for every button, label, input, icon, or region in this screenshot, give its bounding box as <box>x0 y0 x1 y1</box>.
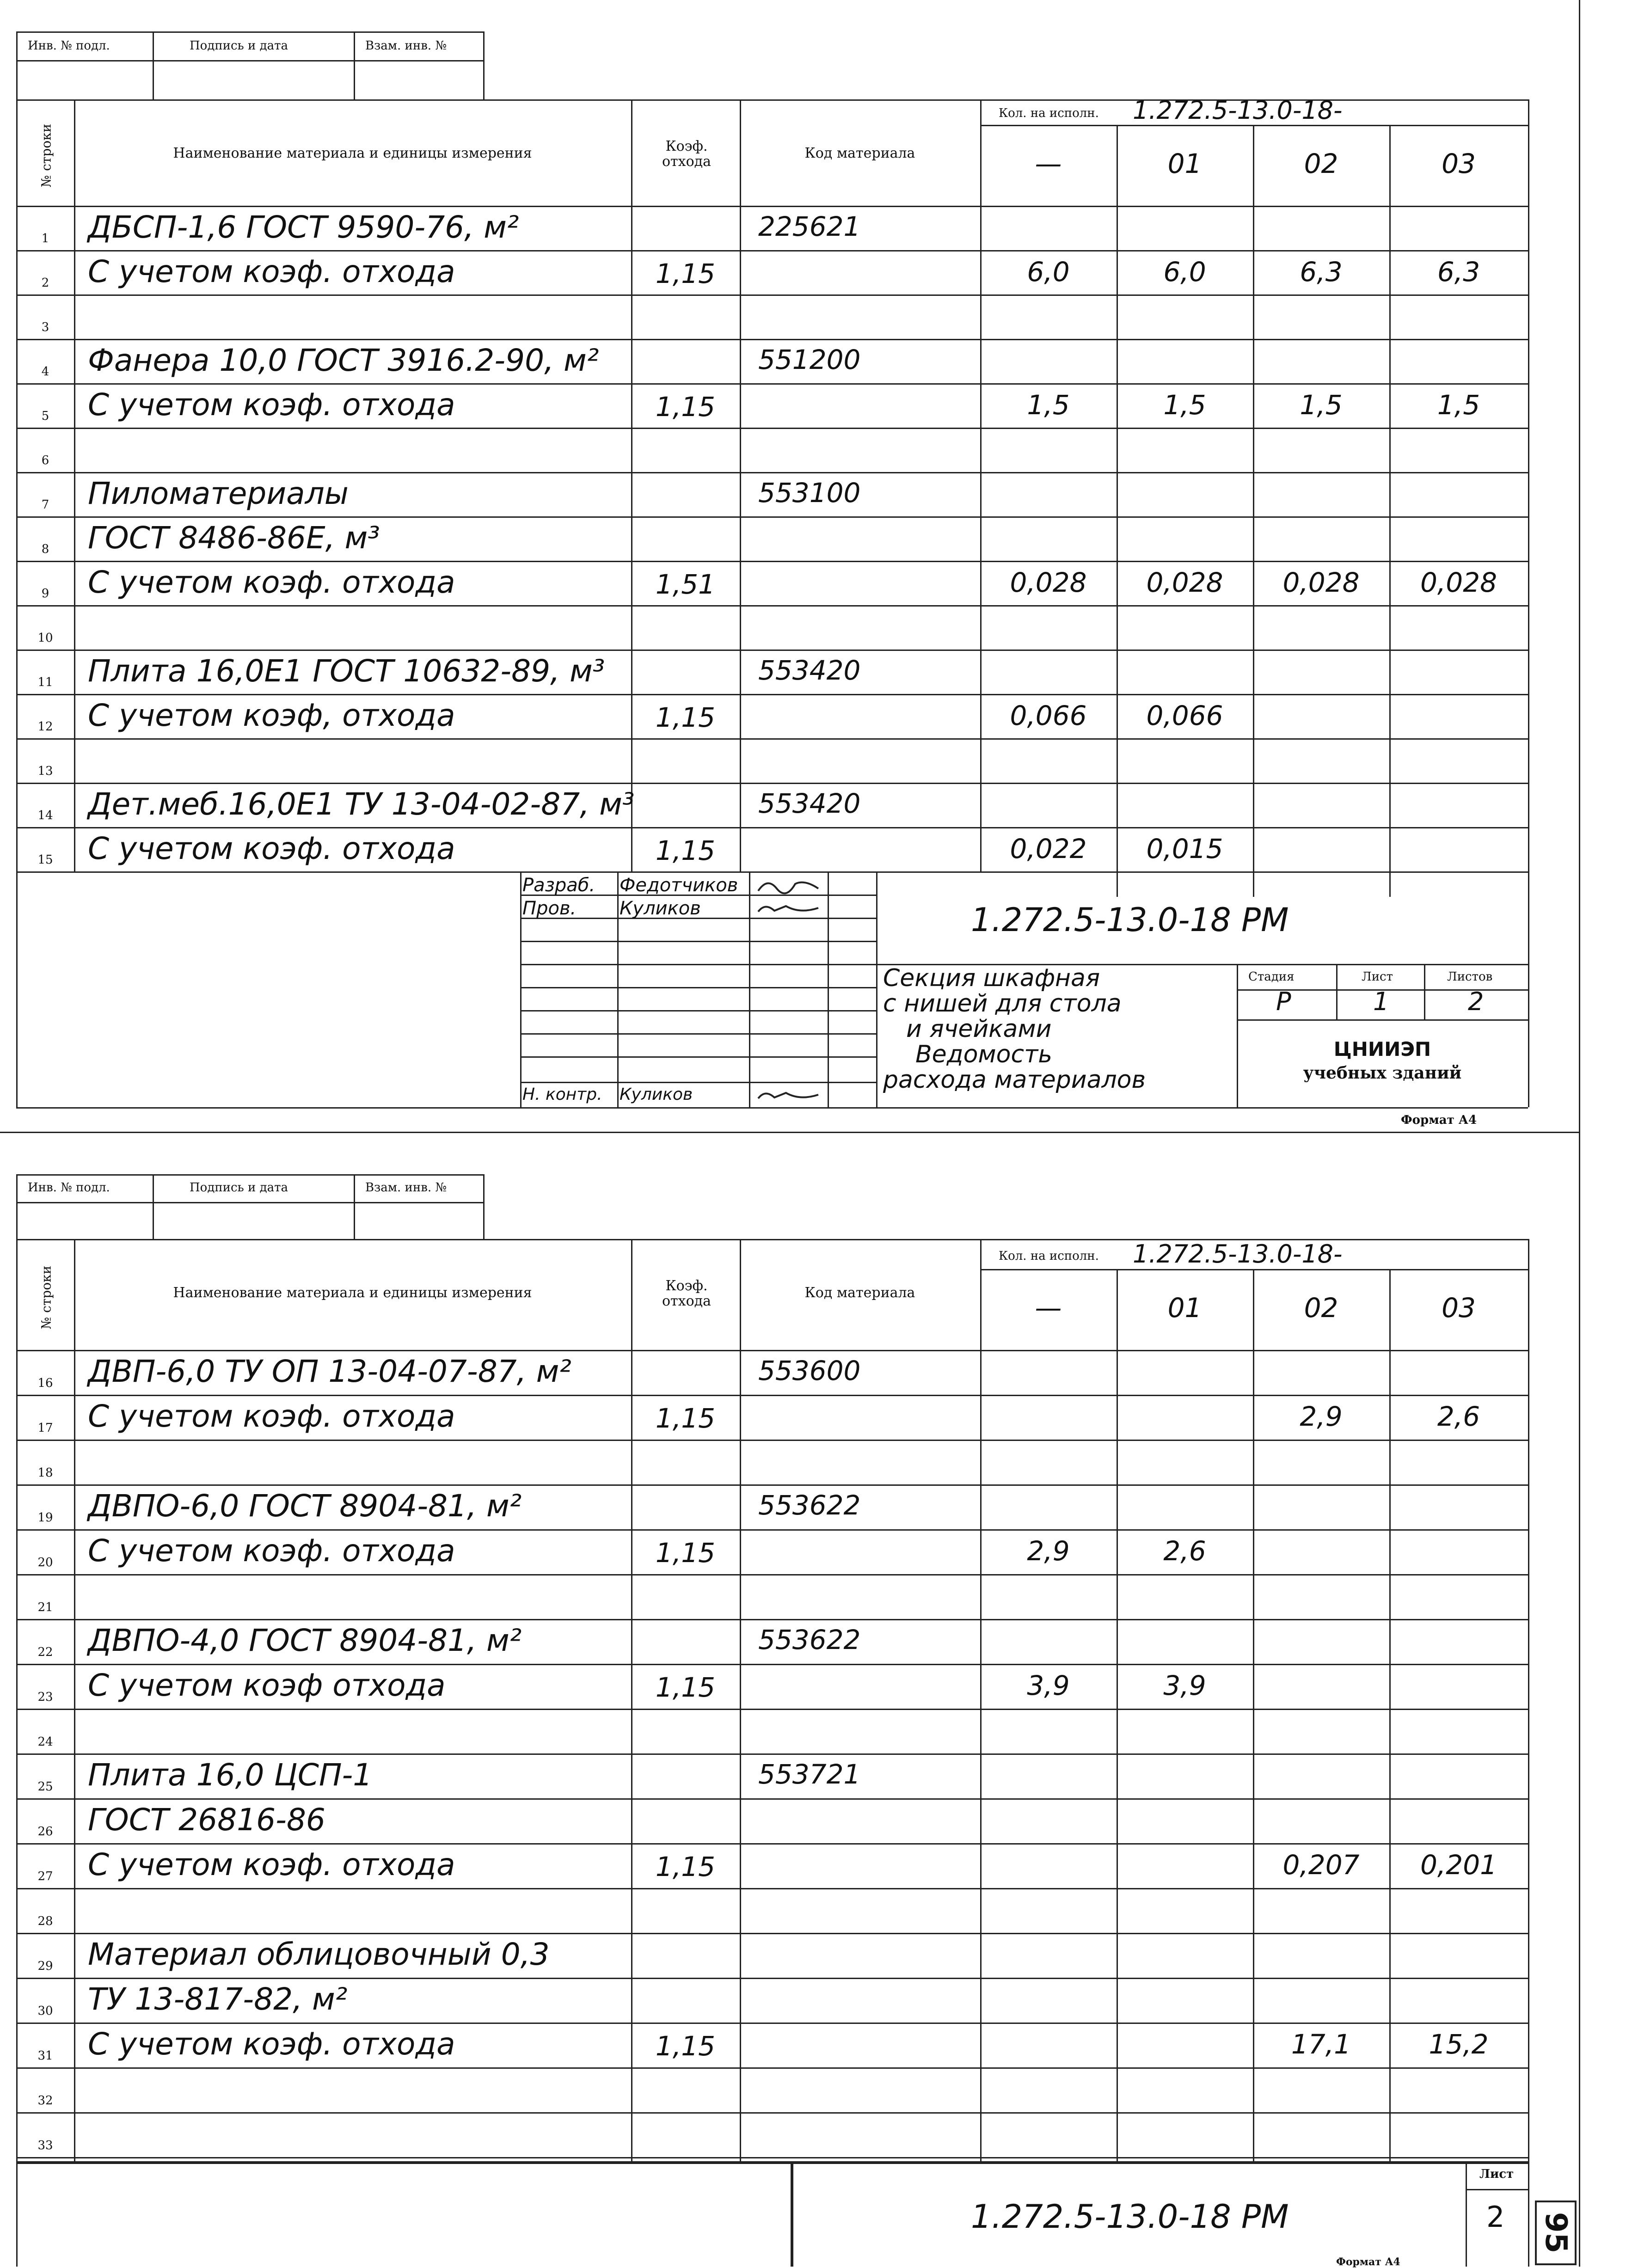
row-number: 13 <box>37 764 53 778</box>
header2-exec-3: 03 <box>1442 1292 1476 1324</box>
prov-name: Куликов <box>620 898 701 919</box>
sheet-separator <box>0 1132 1579 1133</box>
material-name: ДБСП-1,6 ГОСТ 9590-76, м² <box>88 209 519 245</box>
row-number: 21 <box>37 1600 53 1614</box>
doc-title-line-2: с нишей для стола <box>883 990 1122 1018</box>
row-number: 4 <box>41 365 49 379</box>
row-number: 12 <box>37 720 53 734</box>
qty-exec-2: 0,207 <box>1282 1849 1360 1881</box>
material-name: Фанера 10,0 ГОСТ 3916.2-90, м² <box>88 343 599 378</box>
row-number: 30 <box>37 2004 53 2018</box>
inv-label: Инв. № подл. <box>28 39 110 53</box>
row-number: 25 <box>37 1780 53 1794</box>
material-name: Пиломатериалы <box>88 476 349 511</box>
row-number: 26 <box>37 1825 53 1839</box>
header-code: Код материала <box>804 145 915 161</box>
vzam-label: Взам. инв. № <box>365 39 447 53</box>
qty-exec-3: 2,6 <box>1437 1401 1480 1432</box>
row-number: 1 <box>41 232 49 245</box>
qty-exec-1: 6,0 <box>1163 256 1206 288</box>
header-doc-prefix: 1.272.5-13.0-18- <box>1133 96 1343 125</box>
row-number: 27 <box>37 1870 53 1883</box>
sheet-value-1: 1 <box>1373 987 1389 1016</box>
qty-exec-3: 6,3 <box>1437 256 1480 288</box>
waste-coef: 1,51 <box>655 569 716 600</box>
qty-exec-2: 17,1 <box>1291 2029 1351 2060</box>
doc-title-line-5: расхода материалов <box>883 1066 1146 1094</box>
qty-exec-1: 0,028 <box>1146 567 1223 598</box>
inv-label-2: Инв. № подл. <box>28 1181 110 1195</box>
row-number: 19 <box>37 1511 53 1525</box>
header-name-2: Наименование материала и единицы измерения <box>173 1285 532 1301</box>
doc-title-line-4: Ведомость <box>915 1041 1053 1068</box>
row-number: 17 <box>37 1421 53 1435</box>
header-code-2: Код материала <box>804 1285 915 1301</box>
material-name: ГОСТ 26816-86 <box>88 1802 325 1838</box>
qty-exec-2: 0,028 <box>1282 567 1360 598</box>
row-number: 2 <box>41 276 49 290</box>
doc-title-line-1: Секция шкафная <box>883 964 1100 992</box>
page-number-text: 95 <box>1539 2212 1573 2254</box>
qty-exec-3: 15,2 <box>1429 2029 1489 2060</box>
material-code: 553600 <box>758 1355 861 1386</box>
waste-coef: 1,15 <box>655 1851 716 1882</box>
qty-exec-0: 3,9 <box>1027 1670 1070 1701</box>
row-number: 6 <box>41 454 49 467</box>
qty-exec-0: 0,022 <box>1010 833 1087 864</box>
waste-coef: 1,15 <box>655 258 716 289</box>
sheets-value: 2 <box>1468 987 1484 1016</box>
waste-coef: 1,15 <box>655 835 716 866</box>
row-number: 18 <box>37 1466 53 1480</box>
qty-exec-1: 2,6 <box>1163 1535 1206 1567</box>
row-number: 14 <box>37 809 53 822</box>
waste-coef: 1,15 <box>655 1537 716 1569</box>
nkontr-name: Куликов <box>620 1085 693 1104</box>
material-name: Плита 16,0Е1 ГОСТ 10632-89, м³ <box>88 653 605 689</box>
row-number: 16 <box>37 1376 53 1390</box>
signature-nkontr <box>754 1085 823 1105</box>
material-name: С учетом коэф. отхода <box>88 831 455 866</box>
designation-1: 1.272.5-13.0-18 РМ <box>971 901 1289 939</box>
sheets-label: Листов <box>1447 970 1493 984</box>
row-number: 9 <box>41 587 49 601</box>
material-name: ТУ 13-817-82, м² <box>88 1981 348 2017</box>
material-name: С учетом коэф. отхода <box>88 1847 455 1882</box>
header-exec-3: 03 <box>1442 148 1476 179</box>
org-line-2: учебных зданий <box>1303 1063 1462 1083</box>
sheet-label-2: Лист <box>1479 2167 1514 2181</box>
qty-exec-2: 1,5 <box>1300 389 1343 421</box>
material-code: 225621 <box>758 211 861 242</box>
row-number: 32 <box>37 2094 53 2108</box>
material-name: Материал облицовочный 0,3 <box>88 1937 550 1972</box>
header-exec-0: — <box>1035 148 1062 179</box>
sheet-value-2: 2 <box>1486 2200 1505 2234</box>
row-number: 8 <box>41 542 49 556</box>
material-name: Плита 16,0 ЦСП-1 <box>88 1757 373 1793</box>
header2-exec-1: 01 <box>1167 1292 1202 1324</box>
vzam-label-2: Взам. инв. № <box>365 1181 447 1195</box>
qty-exec-0: 6,0 <box>1027 256 1070 288</box>
row-number: 15 <box>37 853 53 867</box>
qty-exec-1: 3,9 <box>1163 1670 1206 1701</box>
row-number: 22 <box>37 1645 53 1659</box>
header-exec-1: 01 <box>1167 148 1202 179</box>
designation-2: 1.272.5-13.0-18 РМ <box>971 2198 1289 2236</box>
material-code: 553420 <box>758 788 861 819</box>
qty-exec-0: 0,066 <box>1010 700 1087 731</box>
material-name: ДВПО-4,0 ГОСТ 8904-81, м² <box>88 1623 522 1658</box>
razrab-name: Федотчиков <box>620 875 738 896</box>
qty-exec-1: 0,066 <box>1146 700 1223 731</box>
sign-label: Подпись и дата <box>190 39 288 53</box>
page-right-border <box>1579 0 1580 2267</box>
razrab-label: Разраб. <box>522 875 595 896</box>
waste-coef: 1,15 <box>655 702 716 733</box>
header-row-no-2: № строки <box>38 1265 54 1330</box>
header-row-no: № строки <box>38 123 54 188</box>
material-name: С учетом коэф. отхода <box>88 564 455 600</box>
header2-exec-0: — <box>1035 1292 1062 1324</box>
row-number: 7 <box>41 498 49 512</box>
row-number: 5 <box>41 409 49 423</box>
row-number: 24 <box>37 1735 53 1749</box>
waste-coef: 1,15 <box>655 1403 716 1434</box>
nkontr-label: Н. контр. <box>522 1085 602 1104</box>
material-name: ДВП-6,0 ТУ ОП 13-04-07-87, м² <box>88 1354 571 1389</box>
material-code: 553721 <box>758 1759 861 1790</box>
row-number: 29 <box>37 1959 53 1973</box>
row-number: 33 <box>37 2139 53 2152</box>
doc-title-line-3: и ячейками <box>906 1015 1052 1043</box>
material-name: С учетом коэф. отхода <box>88 254 455 289</box>
qty-exec-3: 0,201 <box>1420 1849 1497 1881</box>
page-number <box>1535 2201 1577 2265</box>
row-number: 10 <box>37 631 53 645</box>
qty-exec-2: 6,3 <box>1300 256 1343 288</box>
header-qty-2: Кол. на исполн. <box>999 1249 1099 1263</box>
material-name: С учетом коэф. отхода <box>88 2026 455 2062</box>
org-line-1: ЦНИИЭП <box>1333 1038 1431 1060</box>
row-number: 20 <box>37 1556 53 1569</box>
qty-exec-3: 0,028 <box>1420 567 1497 598</box>
header-exec-2: 02 <box>1304 148 1338 179</box>
qty-exec-0: 1,5 <box>1027 389 1070 421</box>
stage-label: Стадия <box>1248 970 1295 984</box>
qty-exec-3: 1,5 <box>1437 389 1480 421</box>
signature-razrab <box>754 875 823 895</box>
qty-exec-0: 2,9 <box>1027 1535 1070 1567</box>
material-name: С учетом коэф. отхода <box>88 1398 455 1434</box>
sheet-label-1: Лист <box>1362 970 1393 984</box>
header-qty: Кол. на исполн. <box>999 106 1099 120</box>
material-name: Дет.меб.16,0Е1 ТУ 13-04-02-87, м³ <box>88 786 635 822</box>
header-coef: Коэф. отхода <box>662 138 711 170</box>
material-name: С учетом коэф. отхода <box>88 387 455 423</box>
qty-exec-2: 2,9 <box>1300 1401 1343 1432</box>
material-code: 553100 <box>758 477 861 509</box>
row-number: 28 <box>37 1914 53 1928</box>
header-name: Наименование материала и единицы измерения <box>173 145 532 161</box>
format-label-2: Формат А4 <box>1336 2256 1400 2268</box>
row-number: 31 <box>37 2049 53 2063</box>
material-name: ГОСТ 8486-86Е, м³ <box>88 520 380 556</box>
stage-value: Р <box>1276 987 1291 1016</box>
header-doc-prefix-2: 1.272.5-13.0-18- <box>1133 1239 1343 1269</box>
material-code: 553622 <box>758 1624 861 1655</box>
row-number: 11 <box>37 675 53 689</box>
material-code: 553420 <box>758 655 861 686</box>
waste-coef: 1,15 <box>655 2030 716 2062</box>
row-number: 23 <box>37 1690 53 1704</box>
prov-label: Пров. <box>522 898 577 919</box>
qty-exec-1: 1,5 <box>1163 389 1206 421</box>
material-name: С учетом коэф. отхода <box>88 1533 455 1569</box>
header-coef-2: Коэф. отхода <box>662 1278 711 1309</box>
qty-exec-1: 0,015 <box>1146 833 1223 864</box>
signature-prov <box>754 898 823 918</box>
waste-coef: 1,15 <box>655 1672 716 1703</box>
format-label-1: Формат А4 <box>1401 1113 1477 1127</box>
header2-exec-2: 02 <box>1304 1292 1338 1324</box>
material-code: 553622 <box>758 1490 861 1521</box>
row-number: 3 <box>41 320 49 334</box>
qty-exec-0: 0,028 <box>1010 567 1087 598</box>
material-code: 551200 <box>758 344 861 375</box>
material-name: С учетом коэф, отхода <box>88 698 455 733</box>
sign-label-2: Подпись и дата <box>190 1181 288 1195</box>
material-name: ДВПО-6,0 ГОСТ 8904-81, м² <box>88 1488 522 1524</box>
material-name: С учетом коэф отхода <box>88 1667 446 1703</box>
waste-coef: 1,15 <box>655 391 716 423</box>
